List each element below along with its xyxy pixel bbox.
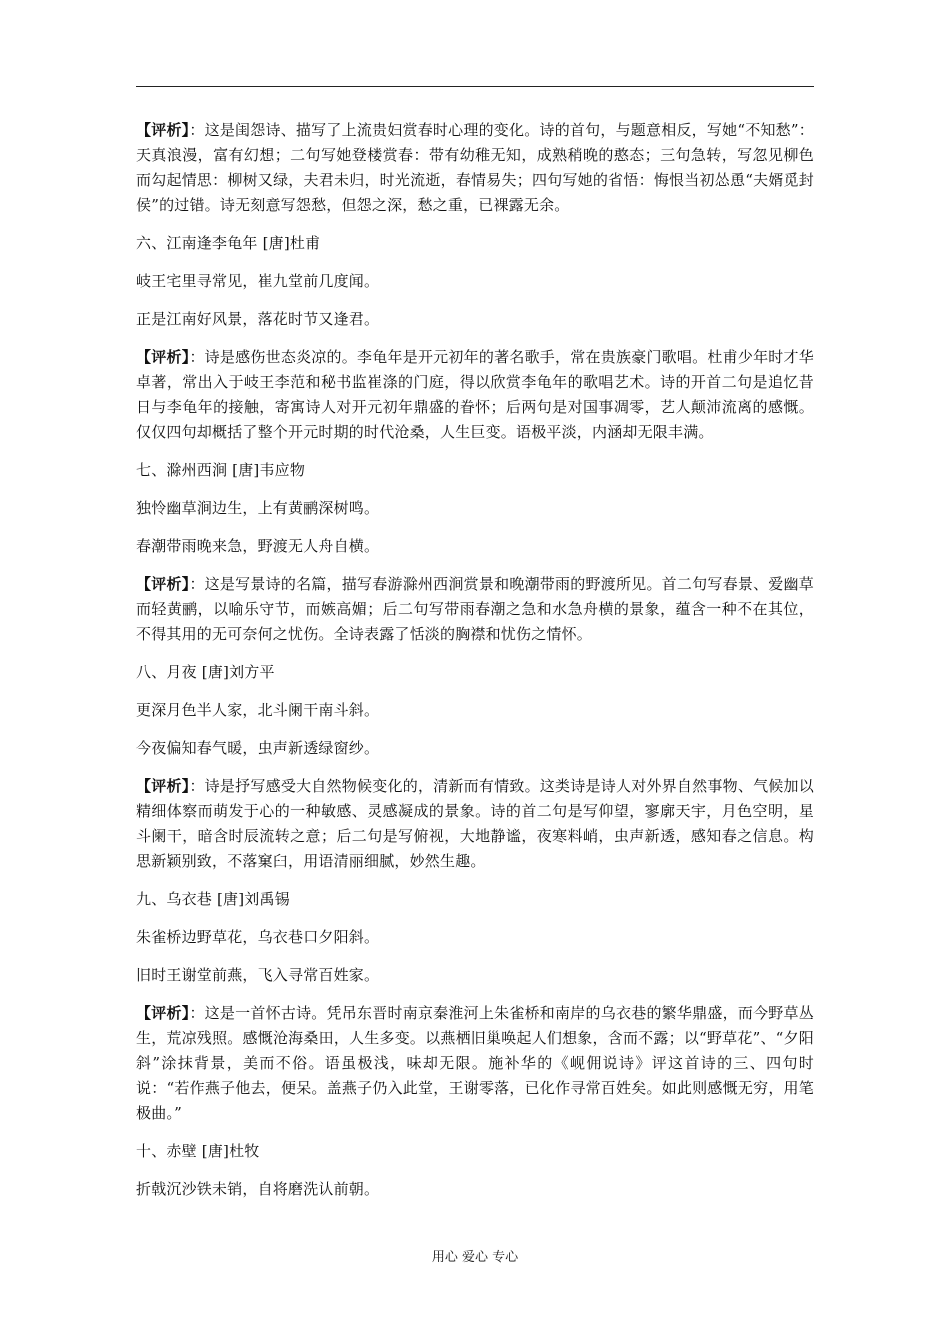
poem-line: 折戟沉沙铁未销，自将磨洗认前朝。 bbox=[136, 1180, 380, 1198]
commentary-label: 【评析】 bbox=[136, 121, 190, 139]
poem-line: 春潮带雨晚来急，野渡无人舟自横。 bbox=[136, 537, 380, 555]
commentary-text: ：诗是感伤世态炎凉的。李龟年是开元初年的著名歌手，常在贵族豪门歌唱。杜甫少年时才华卓著，常出入于岐王李范和秘书监崔涤的门庭，得以欣赏李龟年的歌唱艺术。诗的开首二句是追忆昔日与李龟年的接触，寄寓诗人对开元初年鼎盛的眷怀；后两句是对国事凋零，艺人颠沛流离的感慨。仅仅四句却概括了整个开元时期的时代沧桑，人生巨变。语极平淡，内涵却无限丰满。 bbox=[136, 348, 814, 441]
poem-title: 九、乌衣巷 [唐]刘禹锡 bbox=[136, 890, 290, 908]
poem-line: 朱雀桥边野草花，乌衣巷口夕阳斜。 bbox=[136, 928, 380, 946]
commentary-paragraph bbox=[136, 1001, 814, 1126]
poem-line: 岐王宅里寻常见，崔九堂前几度闻。 bbox=[136, 272, 380, 290]
commentary-paragraph bbox=[136, 572, 814, 647]
commentary-text: ：诗是抒写感受大自然物候变化的，清新而有情致。这类诗是诗人对外界自然事物、气候加以精细体察而萌发于心的一种敏感、灵感凝成的景象。诗的首二句是写仰望，寥廓天宇，月色空明，星斗阑干，暗含时辰流转之意；后二句是写俯视，大地静谧，夜寒料峭，虫声新透，感知春之信息。构思新颖别致，不落窠臼，用语清丽细腻，妙然生趣。 bbox=[136, 777, 814, 870]
commentary-label: 【评析】 bbox=[136, 1004, 190, 1022]
commentary-label: 【评析】 bbox=[136, 348, 190, 366]
header-rule bbox=[136, 86, 814, 87]
poem-line: 正是江南好风景，落花时节又逢君。 bbox=[136, 310, 380, 328]
poem-line: 更深月色半人家，北斗阑干南斗斜。 bbox=[136, 701, 380, 719]
poem-title: 六、江南逢李龟年 [唐]杜甫 bbox=[136, 234, 321, 252]
poem-title: 八、月夜 [唐]刘方平 bbox=[136, 663, 275, 681]
commentary-label: 【评析】 bbox=[136, 777, 190, 795]
document-body bbox=[136, 118, 814, 1215]
commentary-paragraph bbox=[136, 345, 814, 445]
commentary-paragraph bbox=[136, 118, 814, 218]
poem-line: 独怜幽草涧边生，上有黄鹂深树鸣。 bbox=[136, 499, 380, 517]
commentary-text: ：这是闺怨诗、描写了上流贵妇赏春时心理的变化。诗的首句，与题意相反，写她“不知愁”：天真浪漫，富有幻想；二句写她登楼赏春：带有幼稚无知，成熟稍晚的憨态；三句急转，写忽见柳色而勾起情思：柳树又绿，夫君未归，时光流逝，春情易失；四句写她的省悟：悔恨当初怂恿“夫婿觅封侯”的过错。诗无刻意写怨愁，但怨之深，愁之重，已裸露无余。 bbox=[136, 121, 814, 214]
poem-title: 七、滁州西涧 [唐]韦应物 bbox=[136, 461, 306, 479]
poem-title: 十、赤壁 [唐]杜牧 bbox=[136, 1142, 260, 1160]
poem-line: 旧时王谢堂前燕，飞入寻常百姓家。 bbox=[136, 966, 380, 984]
page-footer: 用心 爱心 专心 bbox=[431, 1250, 519, 1265]
commentary-text: ：这是写景诗的名篇，描写春游滁州西涧赏景和晚潮带雨的野渡所见。首二句写春景、爱幽草而轻黄鹂，以喻乐守节，而嫉高媚；后二句写带雨春潮之急和水急舟横的景象，蕴含一种不在其位，不得其用的无可奈何之忧伤。全诗表露了恬淡的胸襟和忧伤之情怀。 bbox=[136, 575, 814, 643]
commentary-paragraph bbox=[136, 774, 814, 874]
commentary-label: 【评析】 bbox=[136, 575, 190, 593]
poem-line: 今夜偏知春气暖，虫声新透绿窗纱。 bbox=[136, 739, 380, 757]
commentary-text: ：这是一首怀古诗。凭吊东晋时南京秦淮河上朱雀桥和南岸的乌衣巷的繁华鼎盛，而今野草丛生，荒凉残照。感慨沧海桑田，人生多变。以燕栖旧巢唤起人们想象，含而不露；以“野草花”、“夕阳斜”涂抹背景，美而不俗。语虽极浅，味却无限。施补华的《岘佣说诗》评这首诗的三、四句时说：“若作燕子他去，便呆。盖燕子仍入此堂，王谢零落，已化作寻常百姓矣。如此则感慨无穷，用笔极曲。” bbox=[136, 1004, 814, 1122]
